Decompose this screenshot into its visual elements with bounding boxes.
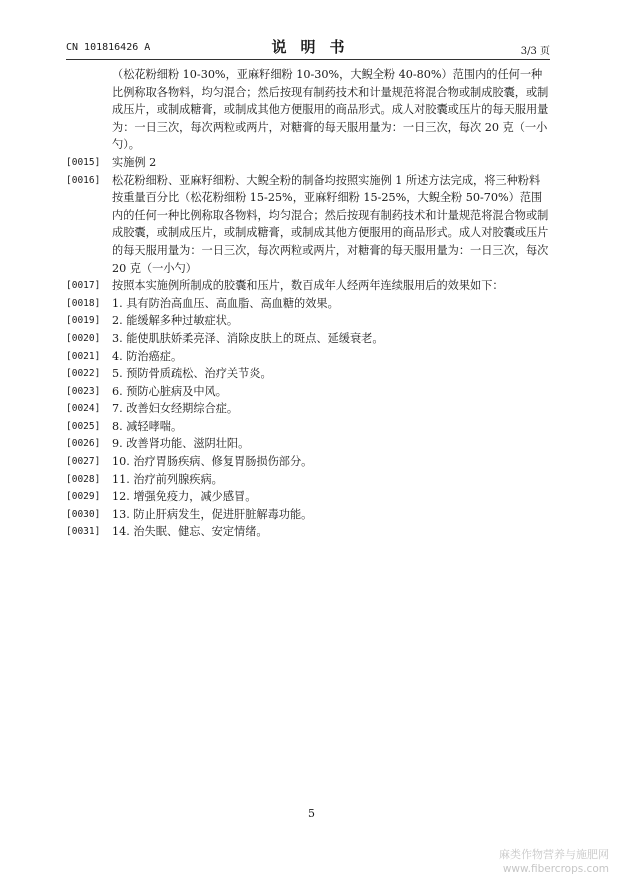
paragraph-number: [0030] <box>66 508 101 520</box>
paragraph-number: [0016] <box>66 174 101 186</box>
page-number: 5 <box>308 807 315 820</box>
paragraph-text: 14. 治失眠、健忘、安定情绪。 <box>112 525 268 539</box>
paragraph <box>66 277 550 295</box>
paragraph-text: 12. 增强免疫力，减少感冒。 <box>112 490 257 504</box>
paragraph-number: [0015] <box>66 156 101 168</box>
paragraph <box>66 488 550 506</box>
paragraph <box>66 154 550 172</box>
paragraph-text: 4. 防治癌症。 <box>112 349 183 363</box>
paragraph-text: 13. 防止肝病发生，促进肝脏解毒功能。 <box>112 507 313 521</box>
paragraph <box>66 312 550 330</box>
paragraph-text: 3. 能使肌肤娇柔亮泽、消除皮肤上的斑点、延缓衰老。 <box>112 331 384 345</box>
paragraph-number: [0023] <box>66 385 101 397</box>
paragraph <box>66 365 550 383</box>
continuation-paragraph: （松花粉细粉 10-30%，亚麻籽细粉 10-30%，大鲵全粉 40-80%）范围内的任何一种比例称取各物料，均匀混合；然后按现有制药技术和计量规范将混合物或制成胶囊，或制成压片，或制成糖膏，或制成其他方便服用的商品形式。成人对胶囊或压片的每天服用量为：一日三次，每次两粒或两片，对糖膏的每天服用量为：一日三次，每次 20 克（一小勺）。 <box>112 68 549 152</box>
paragraph <box>66 506 550 524</box>
page-indicator: 3/3 页 <box>520 46 550 57</box>
paragraph-text: 5. 预防骨质疏松、治疗关节炎。 <box>112 367 272 381</box>
document-body <box>66 66 550 541</box>
paragraph-text: 1. 具有防治高血压、高血脂、高血糖的效果。 <box>112 296 339 310</box>
paragraph-number: [0031] <box>66 526 101 538</box>
paragraph <box>66 400 550 418</box>
paragraph <box>66 172 550 278</box>
patent-number: CN 101816426 A <box>66 42 151 53</box>
paragraph <box>66 348 550 366</box>
paragraph-text: 松花粉细粉、亚麻籽细粉、大鲵全粉的制备均按照实施例 1 所述方法完成，将三种粉料按重量百分比（松花粉细粉 15-25%，亚麻籽细粉 15-25%，大鲵全粉 50-70%）范围内的任何一种比例称取各物料，均匀混合；然后按现有制药技术和计量规范将混合物或制成胶囊，或制成压片，或制成糖膏，或制成其他方便服用的商品形式。成人对胶囊或压片的每天服用量为：一日三次，每次两粒或两片，对糖膏的每天服用量为：一日三次，每次 20 克（一小勺） <box>112 173 549 275</box>
paragraph-number: [0028] <box>66 473 101 485</box>
paragraph-text: 8. 减轻哮喘。 <box>112 419 183 433</box>
header-rule <box>66 59 550 60</box>
paragraph-number: [0026] <box>66 438 101 450</box>
watermark-site-name: 麻类作物营养与施肥网 <box>499 848 609 861</box>
paragraph <box>66 330 550 348</box>
paragraph <box>66 435 550 453</box>
paragraph-text: 2. 能缓解多种过敏症状。 <box>112 314 239 328</box>
paragraph-number: [0029] <box>66 491 101 503</box>
page-header <box>66 36 550 58</box>
paragraph <box>66 523 550 541</box>
paragraph-number: [0019] <box>66 315 101 327</box>
document-title: 说明书 <box>271 38 359 56</box>
paragraph <box>66 383 550 401</box>
paragraph <box>66 295 550 313</box>
paragraph <box>66 453 550 471</box>
paragraph-text: 11. 治疗前列腺疾病。 <box>112 472 223 486</box>
paragraph-number: [0025] <box>66 420 101 432</box>
paragraph-text: 10. 治疗胃肠疾病、修复胃肠损伤部分。 <box>112 455 313 469</box>
paragraph-text: 6. 预防心脏病及中风。 <box>112 384 227 398</box>
paragraph-text: 9. 改善肾功能、滋阴壮阳。 <box>112 437 250 451</box>
paragraph-text: 实施例 2 <box>112 155 157 169</box>
paragraph-number: [0018] <box>66 297 101 309</box>
paragraph <box>66 471 550 489</box>
paragraph-text: 按照本实施例所制成的胶囊和压片，数百成年人经两年连续服用后的效果如下： <box>112 279 504 293</box>
paragraph-number: [0020] <box>66 332 101 344</box>
paragraph-number: [0027] <box>66 456 101 468</box>
paragraph-number: [0022] <box>66 368 101 380</box>
watermark-url: www.fibercrops.com <box>502 863 609 875</box>
paragraph <box>66 418 550 436</box>
paragraph-text: 7. 改善妇女经期综合症。 <box>112 402 239 416</box>
paragraph-number: [0021] <box>66 350 101 362</box>
paragraph-number: [0024] <box>66 403 101 415</box>
paragraph-number: [0017] <box>66 280 101 292</box>
watermark <box>499 848 609 876</box>
